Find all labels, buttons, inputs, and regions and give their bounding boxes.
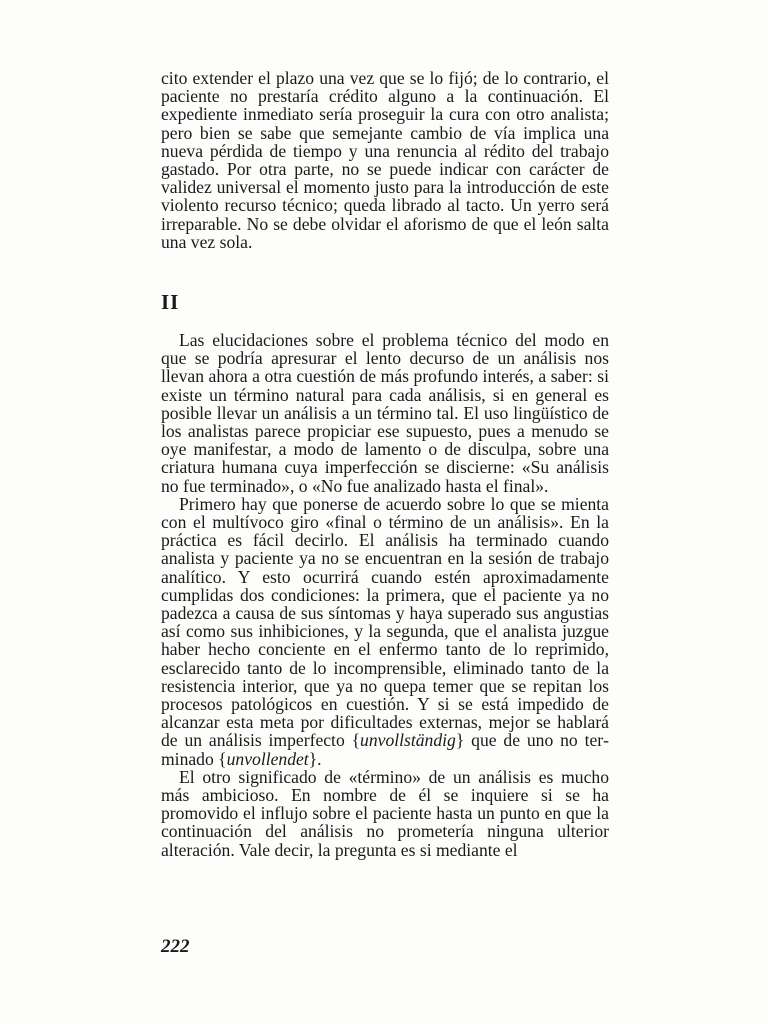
continued-paragraph: cito extender el plazo una vez que se lo fijó; de lo contrario, el paciente no prestaría crédito alguno a la continuación. El expediente inmediato sería proseguir la cura con otro analista; pero bien se sabe que semejante cambio de vía implica una nueva pérdida de tiempo y una renuncia al rédito del trabajo gastado. Por otra parte, no se puede indicar con carácter de validez universal el momento justo para la introducción de este violento recurso técnico; queda librado al tacto. Un yerro será irreparable. No se debe olvidar el aforismo de que el león salta una vez sola.	[161, 68, 609, 252]
paragraph-2-text-a: Primero hay que ponerse de acuerdo sobre lo que se mienta con el multívoco giro «final o término de un análisis». En la práctica es fácil decirlo. El análisis ha terminado cuando analista y paciente ya no se encuentran en la sesión de trabajo analítico. Y esto ocurrirá cuando estén aproximadamente cumplidas dos condiciones: la primera, que el paciente ya no padezca a causa de sus síntomas y haya superado sus angustias así como sus inhibiciones, y la segunda, que el analista juzgue haber hecho conciente en el enfermo tanto de lo reprimido, esclarecido tanto de lo incomprensible, eliminado tanto de la resistencia interior, que ya no quepa temer que se repitan los procesos patológicos en cuestión. Y si se está impedido de alcanzar esta meta por dificultades externas, mejor se hablará de un análisis imperfecto {	[161, 493, 609, 751]
section-heading: II	[161, 290, 180, 314]
german-term-unvollendet: unvollendet	[226, 748, 309, 769]
german-term-unvollstandig: unvollständig	[360, 730, 456, 751]
paragraph-2-text-b: } que de uno no terminado {	[161, 730, 609, 769]
text-block-top	[161, 69, 609, 251]
paragraph-1: Las elucidaciones sobre el problema técnico del modo en que se podría apresurar el lento decurso de un análisis nos llevan ahora a otra cuestión de más profundo interés, a saber: si existe un término natural para cada análisis, si en general es posible llevar un análisis a un término tal. El uso lingüístico de los analistas parece propiciar ese supuesto, pues a menudo se oye manifestar, a modo de lamento o de disculpa, sobre una criatura humana cuya imperfección se discierne: «Su análisis no fue terminado», o «No fue analizado hasta el final».	[161, 330, 609, 496]
paragraph-2-text-c: }.	[308, 748, 322, 769]
page-number: 222	[161, 936, 190, 957]
paragraph-3: El otro significado de «término» de un análisis es mucho más ambicioso. En nombre de él se inquiere si se ha promovido el influjo sobre el paciente hasta un punto en que la continuación del análisis no prometería ninguna ulterior alteración. Vale decir, la pregunta es si mediante el	[161, 766, 609, 860]
paragraph-2	[161, 495, 609, 768]
text-block-main	[161, 331, 609, 859]
